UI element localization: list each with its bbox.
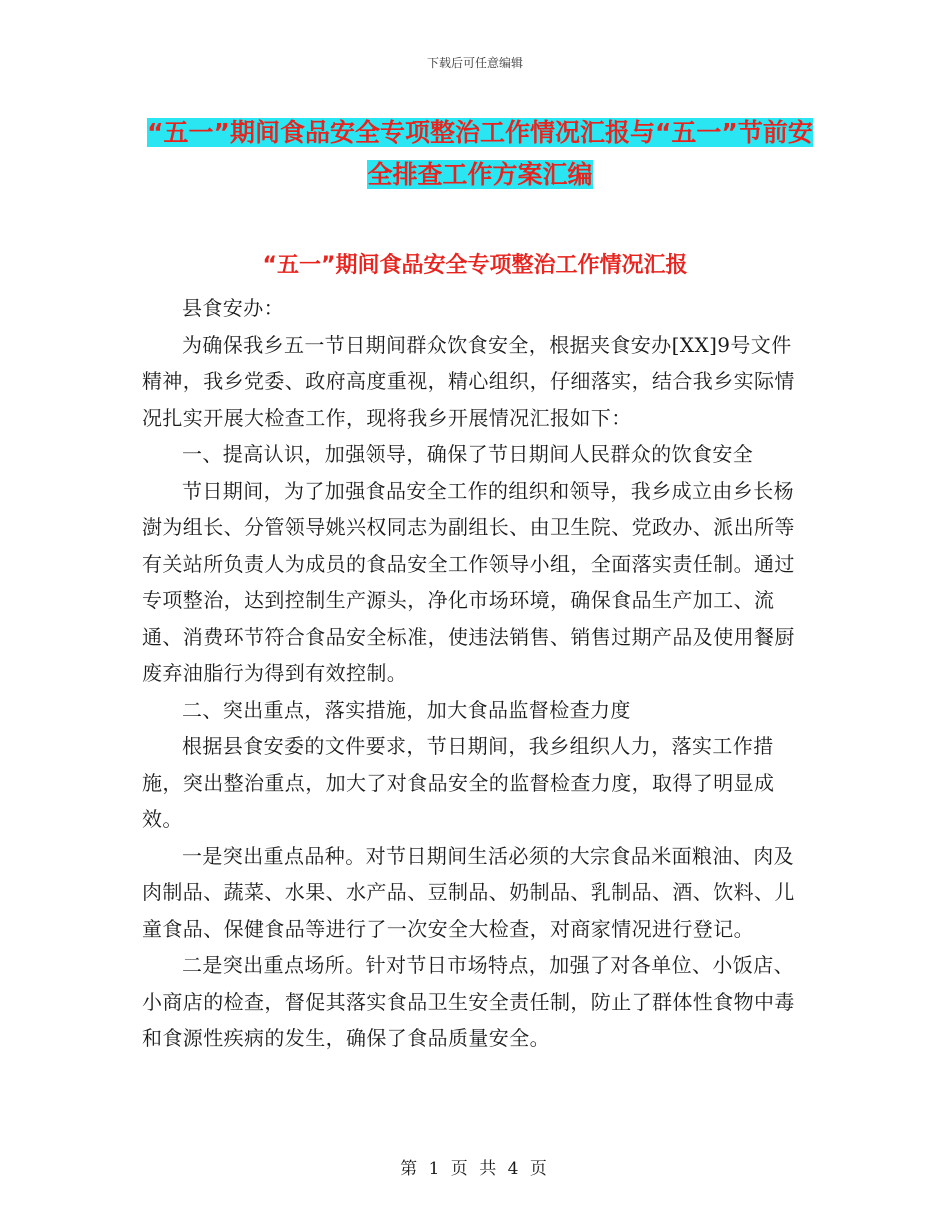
document-title: [140, 112, 820, 196]
paragraph-salutation: 县食安办：: [182, 296, 284, 320]
paragraph-intro: 为确保我乡五一节日期间群众饮食安全，根据夹食安办[XX]9号文件精神，我乡党委、政府高度重视，精心组织，仔细落实，结合我乡实际情况扎实开展大检查工作，现将我乡开展情况汇报如下：: [142, 332, 795, 430]
paragraph-key-places: 二是突出重点场所。针对节日市场特点，加强了对各单位、小饭店、小商店的检查，督促其落实食品卫生安全责任制，防止了群体性食物中毒和食源性疾病的发生，确保了食品质量安全。: [142, 953, 795, 1050]
paragraph-inspection: 根据县食安委的文件要求，节日期间，我乡组织人力，落实工作措施，突出整治重点，加大了对食品安全的监督检查力度，取得了明显成效。: [142, 734, 775, 831]
heading-part-two: 二、突出重点，落实措施，加大食品监督检查力度: [182, 697, 631, 722]
page-footer: 第 1 页 共 4 页: [400, 1159, 550, 1179]
header-note: 下载后可任意编辑: [426, 56, 523, 70]
section-title: “五一”期间食品安全专项整治工作情况汇报: [262, 253, 688, 278]
body-text: [142, 290, 806, 1057]
paragraph-key-products: 一是突出重点品种。对节日期间生活必须的大宗食品米面粮油、肉及肉制品、蔬菜、水果、水产品、豆制品、奶制品、乳制品、酒、饮料、儿童食品、保健食品等进行了一次安全大检查，对商家情况进行登记。: [142, 843, 795, 941]
document-title-text: “五一”期间食品安全专项整治工作情况汇报与“五一”节前安全排查工作方案汇编: [147, 118, 813, 189]
paragraph-leadership: 节日期间，为了加强食品安全工作的组织和领导，我乡成立由乡长杨澍为组长、分管领导姚兴权同志为副组长、由卫生院、党政办、派出所等有关站所负责人为成员的食品安全工作领导小组，全面落实责任制。通过专项整治，达到控制生产源头，净化市场环境，确保食品生产加工、流通、消费环节符合食品安全标准，使违法销售、销售过期产品及使用餐厨废弃油脂行为得到有效控制。: [142, 478, 795, 685]
heading-part-one: 一、提高认识，加强领导，确保了节日期间人民群众的饮食安全: [182, 442, 754, 466]
